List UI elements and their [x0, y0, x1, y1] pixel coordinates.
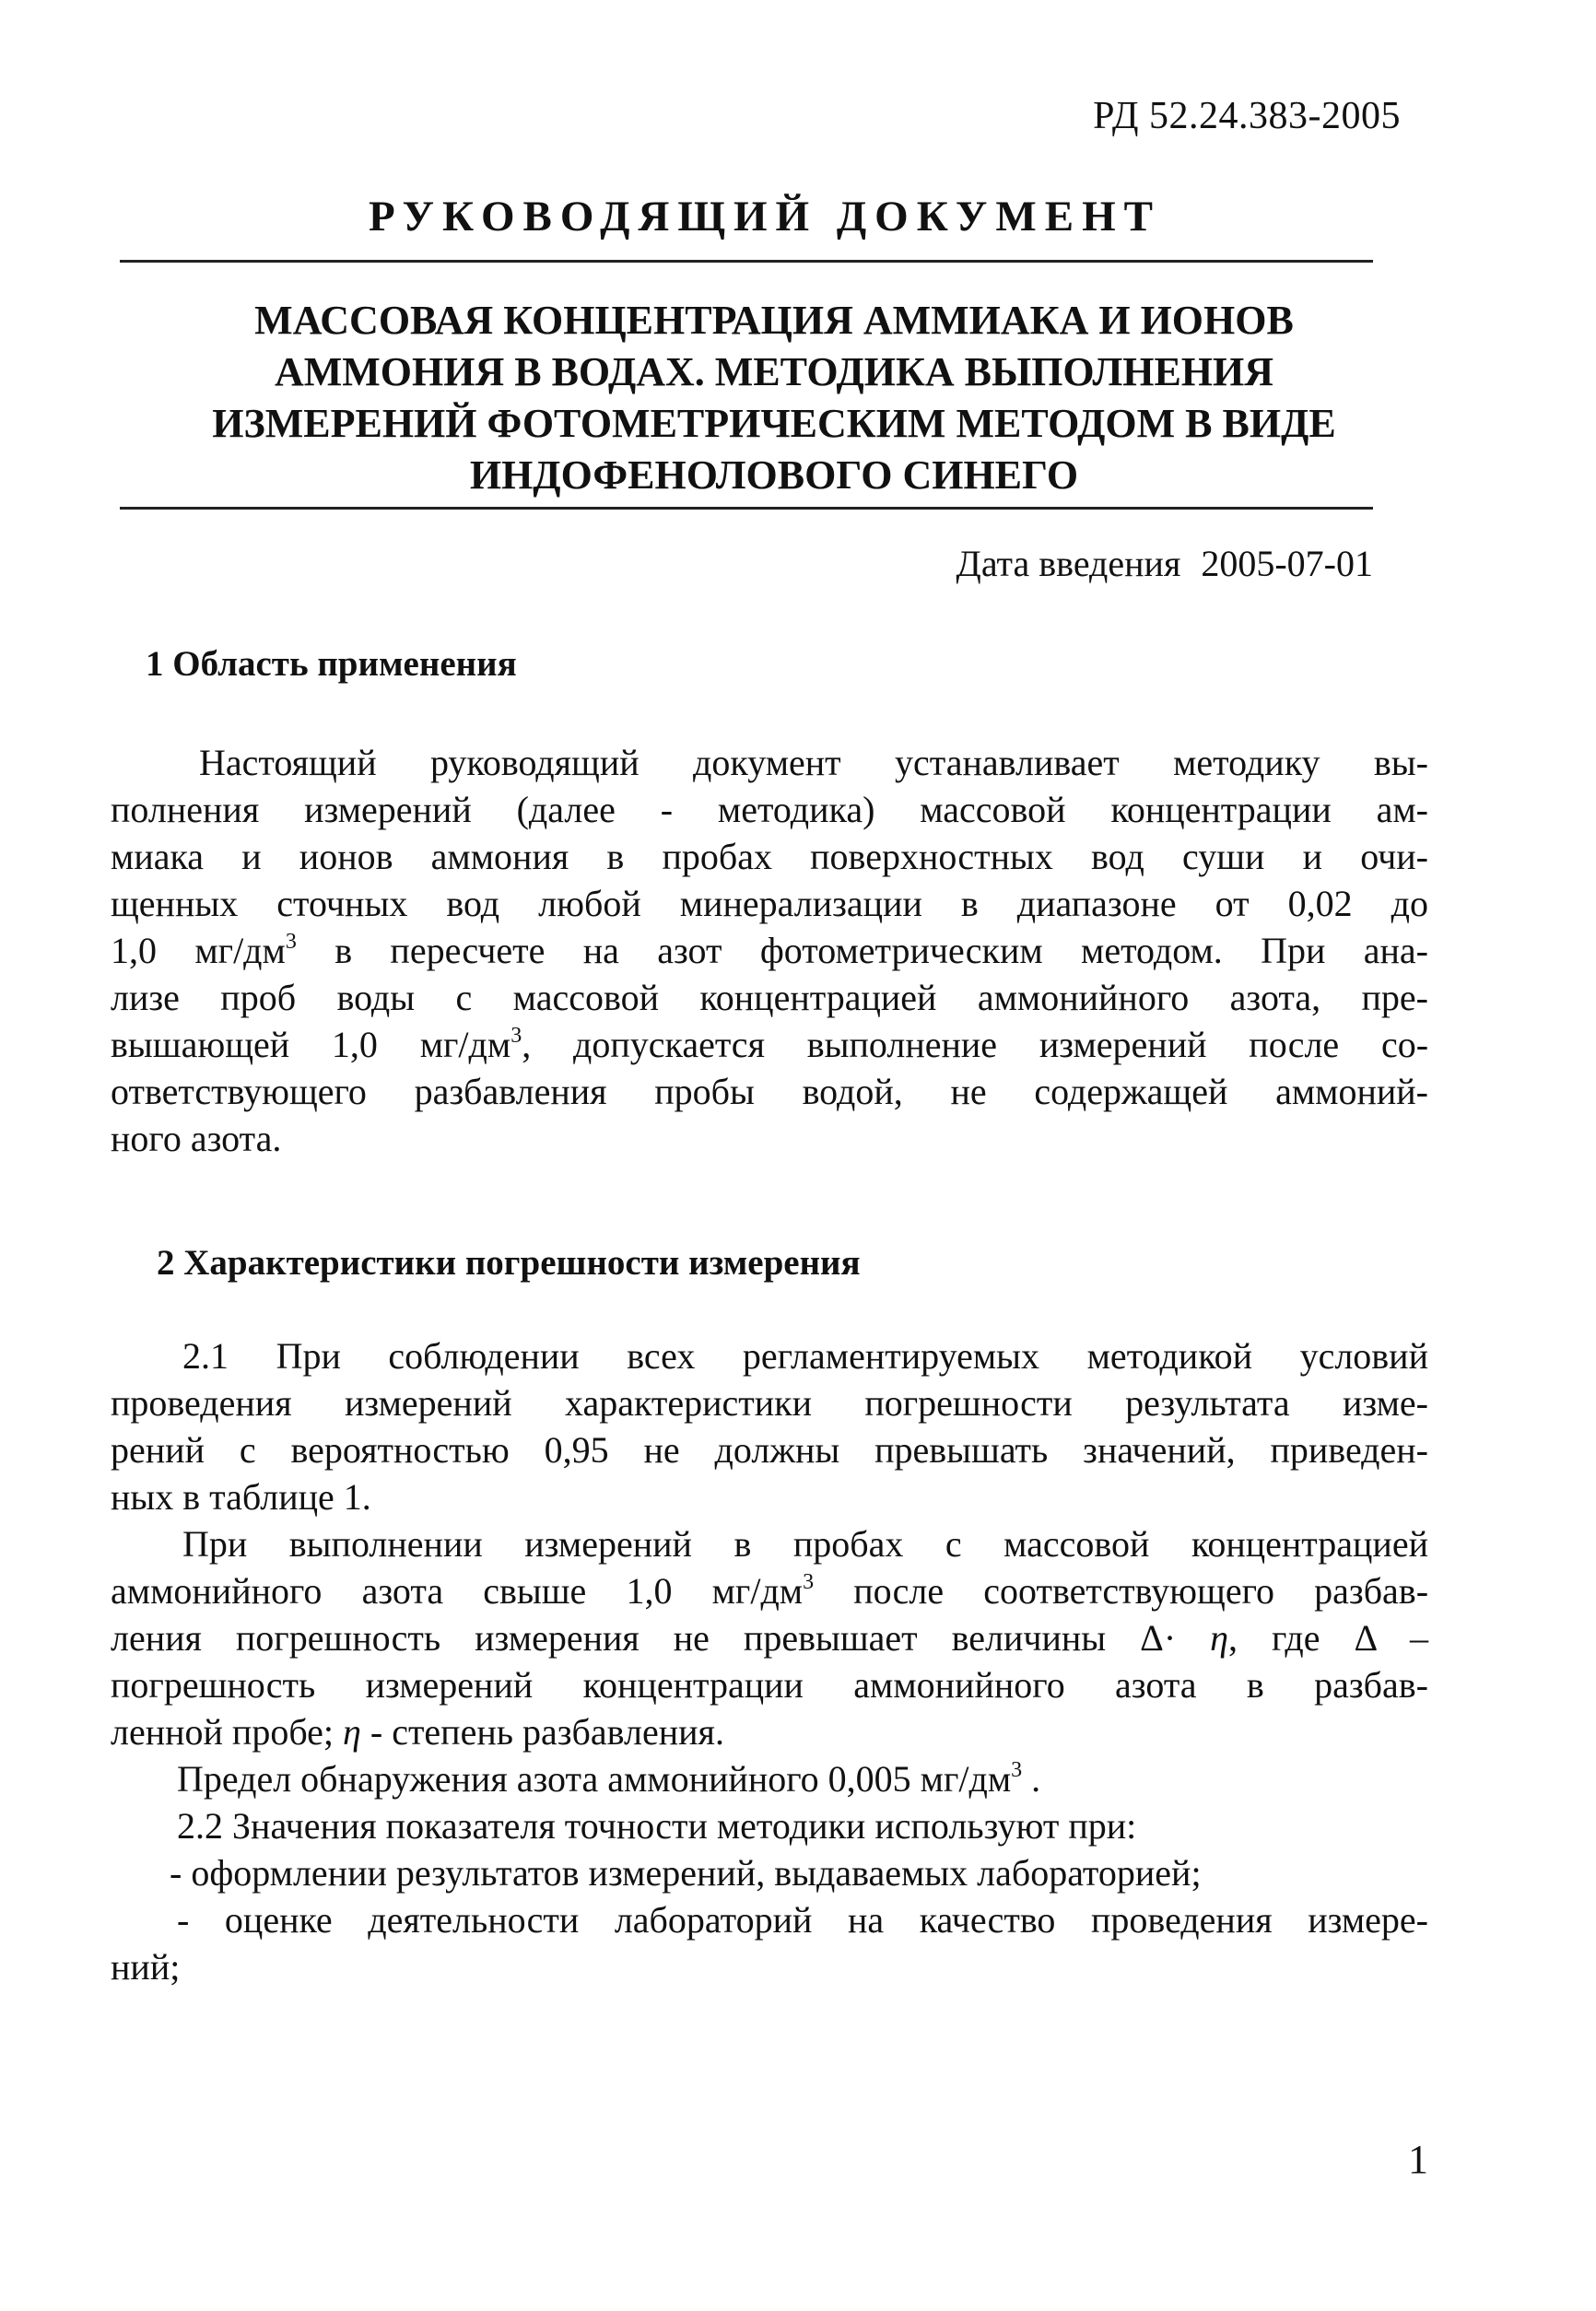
document-title — [120, 295, 1428, 501]
section-heading-scope: 1 Область применения — [146, 644, 517, 684]
text-line: ного азота. — [111, 1118, 282, 1159]
text-line: ответствующего разбавления пробы водой, не содержащей аммоний- — [111, 1071, 1428, 1112]
error-characteristics-paragraphs — [111, 1332, 1428, 1990]
text-line: 1,0 $мг/дм^3$ в пересчете на азот фотометрическим методом. При ана- — [111, 930, 1428, 971]
eta-symbol: η — [343, 1711, 361, 1753]
superscript: 3 — [803, 1570, 815, 1594]
introduction-date — [857, 542, 1373, 585]
title-line: ИЗМЕРЕНИЙ ФОТОМЕТРИЧЕСКИМ МЕТОДОМ В ВИДЕ — [212, 401, 1336, 446]
title-rule-top — [120, 260, 1373, 263]
text-line: Предел обнаружения азота аммонийного 0,005 $мг/дм^3$ . — [177, 1758, 1041, 1800]
text-line: вышающей 1,0 $мг/дм^3$, допускается выполнение измерений после со- — [111, 1024, 1429, 1065]
list-item: - оформлении результатов измерений, выдаваемых лабораторией; — [170, 1852, 1202, 1894]
text-line: 2.2 Значения показателя точности методики используют при: — [177, 1805, 1137, 1847]
text-line: рений с вероятностью 0,95 не должны превышать значений, приведен- — [111, 1429, 1428, 1471]
title-line: АММОНИЯ В ВОДАХ. МЕТОДИКА ВЫПОЛНЕНИЯ — [274, 349, 1274, 394]
introduction-date-value: 2005-07-01 — [1201, 543, 1373, 584]
superscript: 3 — [510, 1024, 522, 1048]
superscript: 3 — [285, 930, 297, 954]
text-line: 2.1 При соблюдении всех регламентируемых методикой условий — [182, 1335, 1428, 1377]
text-line: аммонийного азота свыше 1,0 $мг/дм^3$ после соответствующего разбав- — [111, 1570, 1429, 1612]
list-item: - оценке деятельности лабораторий на качество проведения измере- — [177, 1899, 1428, 1941]
text-line: погрешность измерений концентрации аммонийного азота в разбав- — [111, 1664, 1428, 1706]
document-kind: РУКОВОДЯЩИЙ ДОКУМЕНТ — [369, 193, 1161, 240]
introduction-date-label: Дата введения — [956, 543, 1181, 584]
text-line: ний; — [111, 1946, 181, 1988]
text-line: При выполнении измерений в пробах с массовой концентрацией — [182, 1523, 1428, 1565]
section-heading-error-characteristics: 2 Характеристики погрешности измерения — [157, 1243, 861, 1283]
text-line: лизе проб воды с массовой концентрацией аммонийного азота, пре- — [111, 977, 1428, 1018]
text-line: Настоящий руководящий документ устанавливает методику вы- — [199, 742, 1428, 783]
scope-paragraph — [111, 739, 1428, 1162]
document-code: РД 52.24.383-2005 — [1093, 95, 1401, 137]
text-line: щенных сточных вод любой минерализации в диапазоне от 0,02 до — [111, 883, 1428, 924]
title-line: МАССОВАЯ КОНЦЕНТРАЦИЯ АММИАКА И ИОНОВ — [254, 298, 1294, 343]
page-number: 1 — [1408, 2137, 1428, 2182]
text-line: ленной пробе; η - степень разбавления. — [111, 1711, 724, 1753]
superscript: 3 — [1011, 1758, 1023, 1782]
eta-symbol: η — [1210, 1617, 1229, 1659]
text-line: полнения измерений (далее - методика) массовой концентрации ам- — [111, 789, 1428, 830]
text-line: миака и ионов аммония в пробах поверхностных вод суши и очи- — [111, 836, 1428, 877]
title-line: ИНДОФЕНОЛОВОГО СИНЕГО — [469, 452, 1079, 498]
text-line: ных в таблице 1. — [111, 1476, 371, 1518]
text-line: ления погрешность измерения не превышает величины Δ· η, где Δ – — [111, 1617, 1428, 1659]
text-line: проведения измерений характеристики погрешности результата изме- — [111, 1382, 1428, 1424]
title-rule-bottom — [120, 507, 1373, 510]
